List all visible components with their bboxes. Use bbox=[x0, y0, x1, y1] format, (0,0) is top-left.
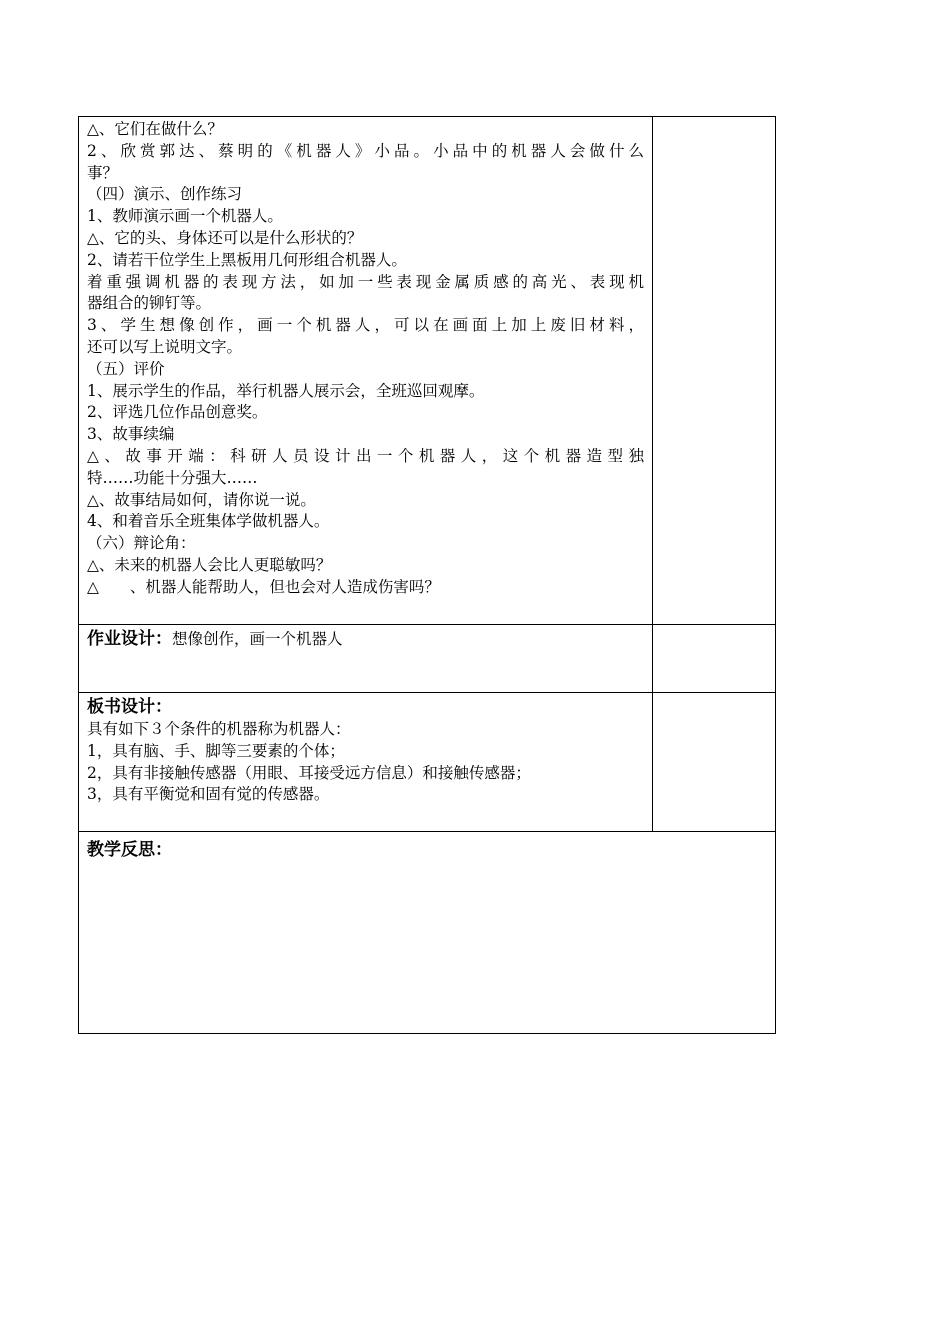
homework-cell bbox=[79, 625, 652, 692]
teaching-process-cell bbox=[79, 117, 652, 624]
notes-cell bbox=[652, 117, 775, 624]
reflection-label: 教学反思： bbox=[87, 840, 172, 860]
process-line: （六）辩论角： bbox=[87, 534, 196, 553]
board-line: 2，具有非接触传感器（用眼、耳接受远方信息）和接触传感器； bbox=[87, 763, 531, 782]
process-line: △、故事开端：科研人员设计出一个机器人，这个机器造型独 bbox=[87, 446, 644, 465]
homework-content: 想像创作，画一个机器人 bbox=[172, 630, 343, 648]
teaching-process-row bbox=[79, 117, 775, 624]
lesson-plan-table bbox=[78, 116, 776, 1034]
process-line: 还可以写上说明文字。 bbox=[87, 337, 243, 356]
homework-label: 作业设计： bbox=[87, 629, 172, 649]
homework-heading bbox=[87, 627, 644, 651]
board-design-label: 板书设计： bbox=[87, 697, 172, 717]
board-design-row bbox=[79, 692, 775, 831]
process-line: （四）演示、创作练习 bbox=[87, 185, 243, 204]
process-line: △、未来的机器人会比人更聪敏吗？ bbox=[87, 555, 332, 574]
process-line: 4、和着音乐全班集体学做机器人。 bbox=[87, 512, 330, 531]
homework-row bbox=[79, 624, 775, 692]
board-line: 具有如下３个条件的机器称为机器人： bbox=[87, 720, 351, 738]
board-line: 3，具有平衡觉和固有觉的传感器。 bbox=[87, 785, 330, 804]
notes-cell bbox=[652, 693, 775, 831]
process-line: △、它的头、身体还可以是什么形状的？ bbox=[87, 228, 363, 247]
board-line: 1，具有脑、手、脚等三要素的个体； bbox=[87, 741, 345, 760]
process-line: 3、故事续编 bbox=[87, 425, 175, 444]
process-line: 特……功能十分强大…… bbox=[87, 468, 258, 487]
process-line: 2、欣赏郭达、蔡明的《机器人》小品。小品中的机器人会做什么 bbox=[87, 141, 644, 160]
reflection-cell bbox=[79, 832, 775, 1035]
process-line: 事？ bbox=[87, 163, 119, 182]
process-line: 器组合的铆钉等。 bbox=[87, 294, 212, 313]
process-line: 2、请若干位学生上黑板用几何形组合机器人。 bbox=[87, 250, 407, 269]
process-line: △ 、机器人能帮助人，但也会对人造成伤害吗？ bbox=[87, 577, 440, 596]
process-line: △、它们在做什么？ bbox=[87, 120, 223, 138]
reflection-row bbox=[79, 831, 775, 1035]
process-line: 2、评选几位作品创意奖。 bbox=[87, 403, 268, 422]
process-line: 3、学生想像创作，画一个机器人，可以在画面上加上废旧材料， bbox=[87, 316, 644, 335]
process-line: （五）评价 bbox=[87, 359, 165, 378]
process-line: △、故事结局如何，请你说一说。 bbox=[87, 490, 316, 509]
notes-cell bbox=[652, 625, 775, 692]
process-line: 1、教师演示画一个机器人。 bbox=[87, 207, 283, 226]
board-design-cell bbox=[79, 693, 652, 831]
process-line: 着重强调机器的表现方法，如加一些表现金属质感的高光、表现机 bbox=[87, 272, 644, 291]
process-line: 1、展示学生的作品，举行机器人展示会，全班巡回观摩。 bbox=[87, 381, 485, 400]
